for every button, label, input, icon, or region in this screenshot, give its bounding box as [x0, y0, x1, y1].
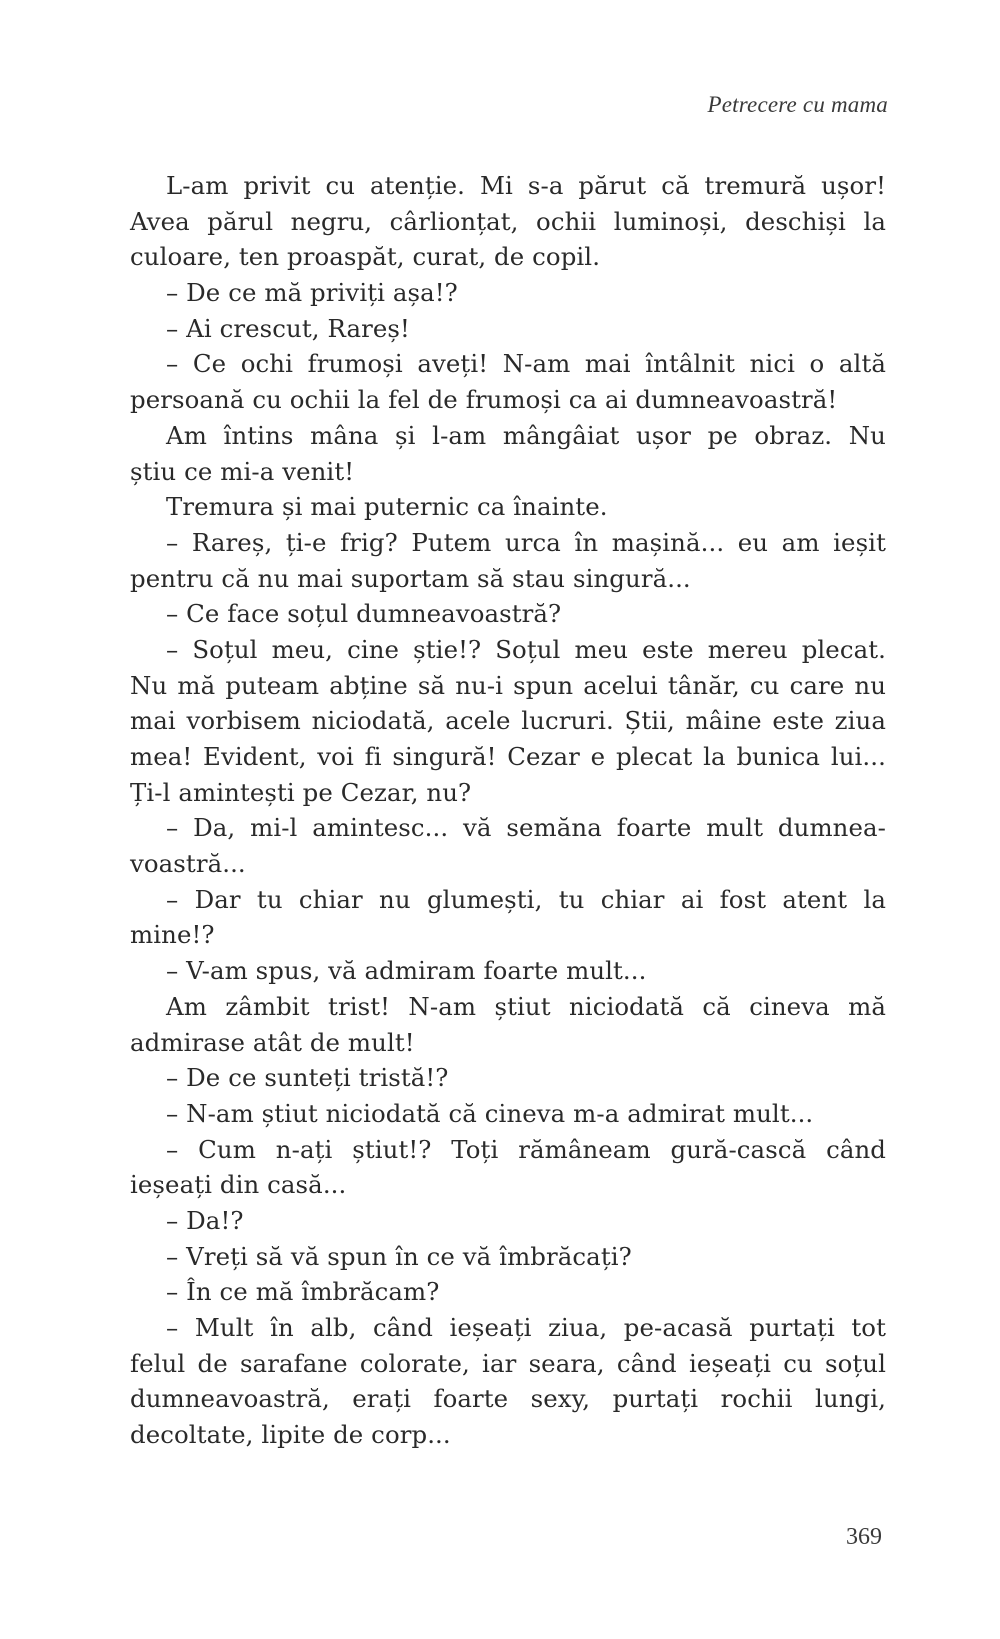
- text-line: decoltate, lipite de corp...: [130, 1420, 451, 1450]
- text-line: – N-am știut niciodată că cineva m-a admirat mult...: [166, 1098, 814, 1128]
- text-line: – În ce mă îmbrăcam?: [166, 1277, 440, 1307]
- text-line: – V-am spus, vă admiram foarte mult...: [166, 956, 647, 986]
- text-line: Am întins mâna și l-am mângâiat ușor pe obraz. Nu: [166, 420, 886, 450]
- text-line: – Da, mi-l amintesc... vă semăna foarte mult dumnea-: [166, 813, 886, 843]
- text-line: – Ce ochi frumoși aveți! N-am mai întâlnit nici o altă: [166, 349, 886, 379]
- text-line: – Da!?: [166, 1205, 244, 1235]
- text-line: – Soțul meu, cine știe!? Soțul meu este mereu plecat.: [166, 634, 886, 664]
- text-line: știu ce mi-a venit!: [130, 456, 355, 486]
- text-line: Ți-l amintești pe Cezar, nu?: [130, 777, 472, 807]
- text-line: Avea părul negru, cârlionțat, ochii luminoși, deschiși la: [130, 206, 886, 236]
- text-line: voastră...: [130, 849, 246, 879]
- text-line: Nu mă puteam abține să nu-i spun acelui tânăr, cu care nu: [130, 670, 886, 700]
- text-line: culoare, ten proaspăt, curat, de copil.: [130, 242, 601, 272]
- text-line: – Ce face soțul dumneavoastră?: [166, 599, 562, 629]
- text-line: pentru că nu mai suportam să stau singură...: [130, 563, 691, 593]
- text-line: mai vorbisem niciodată, acele lucruri. Știi, mâine este ziua: [130, 706, 886, 736]
- text-line: Am zâmbit trist! N-am știut niciodată că cineva mă: [166, 991, 886, 1021]
- text-line: – Vreți să vă spun în ce vă îmbrăcați?: [166, 1241, 632, 1271]
- running-head: Petrecere cu mama: [707, 92, 888, 117]
- text-line: mea! Evident, voi fi singură! Cezar e plecat la bunica lui...: [130, 742, 886, 771]
- page-number: 369: [846, 1524, 882, 1550]
- text-line: – Ai crescut, Rareș!: [166, 313, 410, 343]
- text-line: dumneavoastră, erați foarte sexy, purtați rochii lungi,: [130, 1384, 886, 1414]
- text-line: L-am privit cu atenție. Mi s-a părut că tremură ușor!: [166, 171, 886, 200]
- text-line: mine!?: [130, 920, 215, 950]
- text-line: – De ce mă priviți așa!?: [166, 278, 458, 308]
- text-line: – Dar tu chiar nu glumești, tu chiar ai fost atent la: [166, 884, 886, 914]
- text-line: Tremura și mai puternic ca înainte.: [166, 492, 608, 522]
- body-text: [130, 168, 886, 1453]
- text-line: ieșeați din casă...: [130, 1170, 347, 1200]
- text-line: – Mult în alb, când ieșeați ziua, pe-acasă purtați tot: [166, 1313, 886, 1342]
- text-line: – Cum n-ați știut!? Toți rămâneam gură-cască când: [166, 1134, 886, 1164]
- text-line: persoană cu ochii la fel de frumoși ca ai dumneavoastră!: [130, 385, 838, 415]
- text-line: felul de sarafane colorate, iar seara, când ieșeați cu soțul: [130, 1348, 886, 1378]
- text-line: – De ce sunteți tristă!?: [166, 1063, 449, 1093]
- text-line: – Rareș, ți-e frig? Putem urca în mașină... eu am ieșit: [166, 527, 886, 557]
- text-line: admirase atât de mult!: [130, 1027, 415, 1057]
